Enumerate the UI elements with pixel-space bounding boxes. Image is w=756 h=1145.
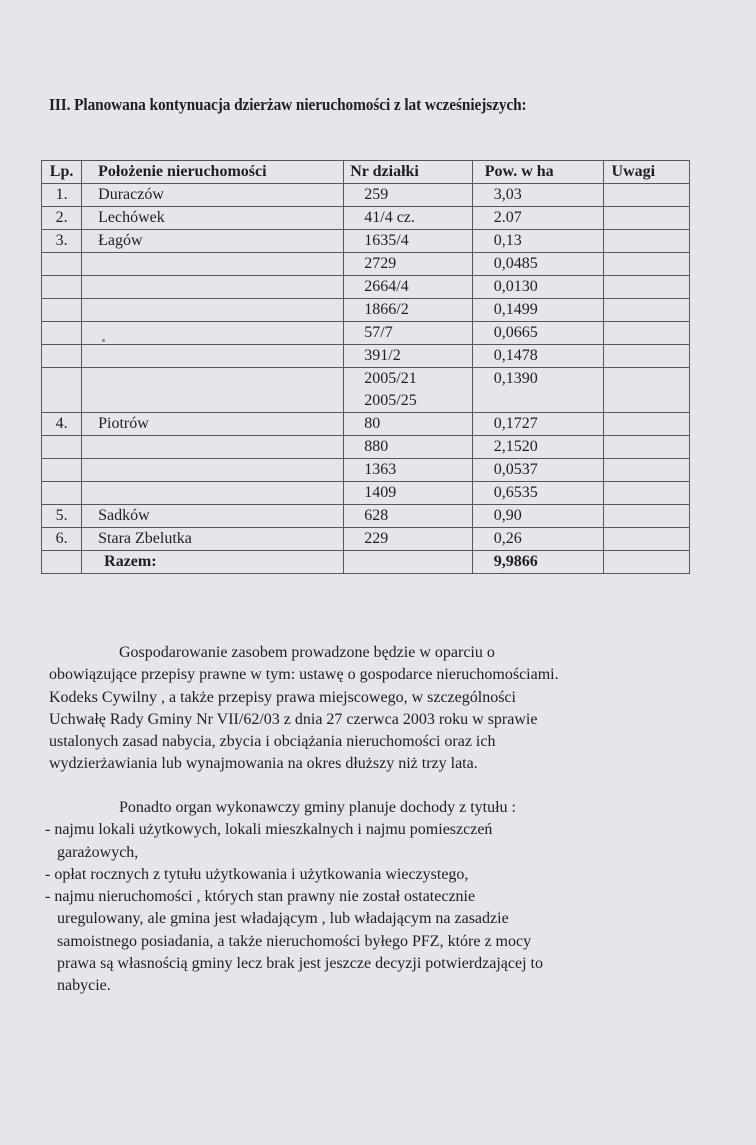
cell-plot: 1866/2 (344, 299, 473, 322)
cell-plot: 57/7 (344, 322, 473, 345)
cell-plot (344, 368, 473, 413)
cell-area: 0,0537 (472, 459, 603, 482)
income-item-continuation: prawa są własnością gminy lecz brak jest jeszcze decyzji potwierdzającej to (57, 955, 543, 973)
table-row (42, 482, 690, 505)
cell-notes (603, 436, 689, 459)
cell-area: 0,0485 (472, 253, 603, 276)
cell-location (82, 253, 344, 276)
cell-notes (603, 184, 689, 207)
cell-plot: 391/2 (344, 345, 473, 368)
table-row (42, 230, 690, 253)
cell-lp (42, 345, 82, 368)
income-item-continuation: garażowych, (57, 843, 139, 861)
paragraph-line: wydzierżawiania lub wynajmowania na okres dłuższy niż trzy lata. (49, 755, 478, 773)
cell-notes (603, 413, 689, 436)
table-row (42, 436, 690, 459)
table-row (42, 253, 690, 276)
table-row (42, 276, 690, 299)
table-row (42, 184, 690, 207)
total-row (42, 551, 690, 574)
header-notes: Uwagi (603, 161, 689, 184)
header-area: Pow. w ha (472, 161, 603, 184)
cell-plot: 2664/4 (344, 276, 473, 299)
cell-location (82, 368, 344, 413)
cell-area: 0,1499 (472, 299, 603, 322)
cell-lp (42, 482, 82, 505)
income-item: - najmu lokali użytkowych, lokali mieszkalnych i najmu pomieszczeń (45, 821, 493, 839)
paragraph-line: Kodeks Cywilny , a także przepisy prawa miejscowego, w szczególności (49, 688, 516, 706)
cell-lp (42, 459, 82, 482)
income-item: - opłat rocznych z tytułu użytkowania i użytkowania wieczystego, (45, 865, 469, 883)
table-row (42, 322, 690, 345)
cell-notes (603, 482, 689, 505)
cell-notes (603, 322, 689, 345)
cell-area: 3,03 (472, 184, 603, 207)
cell-lp: 6. (42, 528, 82, 551)
table-row (42, 528, 690, 551)
table-header-row (42, 161, 690, 184)
cell-location (82, 345, 344, 368)
scan-speck (102, 339, 105, 342)
cell-area: 0,26 (472, 528, 603, 551)
paragraph-intro: Ponadto organ wykonawczy gminy planuje dochody z tytułu : (119, 799, 516, 816)
paragraph-line: obowiązujące przepisy prawne w tym: ustawę o gospodarce nieruchomościami. (49, 666, 559, 684)
lease-table (41, 160, 690, 574)
table-row (42, 345, 690, 368)
cell-notes (603, 276, 689, 299)
cell-plot: 41/4 cz. (344, 207, 473, 230)
cell-location (82, 276, 344, 299)
cell-lp: 4. (42, 413, 82, 436)
cell-area: 2,1520 (472, 436, 603, 459)
cell-lp: 5. (42, 505, 82, 528)
cell-plot: 880 (344, 436, 473, 459)
cell-area: 0,90 (472, 505, 603, 528)
cell-plot: 1635/4 (344, 230, 473, 253)
cell-lp (42, 276, 82, 299)
cell-notes (603, 505, 689, 528)
cell-lp (42, 322, 82, 345)
paragraph-legal-basis (49, 642, 709, 776)
cell-area: 0,1727 (472, 413, 603, 436)
cell-plot: 80 (344, 413, 473, 436)
income-item-continuation: uregulowany, ale gmina jest władającym , lub władającym na zasadzie (57, 910, 509, 928)
cell-lp: 2. (42, 207, 82, 230)
income-item-continuation: samoistnego posiadania, a także nieruchomości byłego PFZ, które z mocy (57, 932, 532, 950)
table-row (42, 413, 690, 436)
cell-area: 2.07 (472, 207, 603, 230)
cell-plot: 1409 (344, 482, 473, 505)
cell-location (82, 299, 344, 322)
cell-plot: 628 (344, 505, 473, 528)
paragraph-line: ustalonych zasad nabycia, zbycia i obciążania nieruchomości oraz ich (49, 733, 496, 751)
total-label: Razem: (82, 551, 344, 574)
cell-plot: 2729 (344, 253, 473, 276)
cell-location (82, 459, 344, 482)
cell-notes (603, 528, 689, 551)
paragraph-line: Uchwałę Rady Gminy Nr VII/62/03 z dnia 27 czerwca 2003 roku w sprawie (49, 710, 538, 728)
paragraph-line: Gospodarowanie zasobem prowadzone będzie w oparciu o (119, 644, 495, 661)
plot-number: 2005/25 (364, 392, 417, 409)
cell-area: 0,1478 (472, 345, 603, 368)
cell-notes (603, 230, 689, 253)
section-heading: III. Planowana kontynuacja dzierżaw nieruchomości z lat wcześniejszych: (49, 95, 527, 114)
cell-area: 0,6535 (472, 482, 603, 505)
total-area: 9,9866 (472, 551, 603, 574)
cell-location (82, 322, 344, 345)
cell-location: Piotrów (82, 413, 344, 436)
header-plot: Nr działki (344, 161, 473, 184)
cell-lp (42, 299, 82, 322)
total-lp (42, 551, 82, 574)
cell-plot: 1363 (344, 459, 473, 482)
cell-area: 0,0130 (472, 276, 603, 299)
cell-location: Duraczów (82, 184, 344, 207)
cell-area: 0,13 (472, 230, 603, 253)
cell-lp (42, 368, 82, 413)
cell-area: 0,1390 (472, 368, 603, 413)
cell-location: Łagów (82, 230, 344, 253)
cell-area: 0,0665 (472, 322, 603, 345)
cell-notes (603, 345, 689, 368)
cell-lp (42, 436, 82, 459)
table-row (42, 505, 690, 528)
table-row (42, 368, 690, 413)
header-lp: Lp. (42, 161, 82, 184)
cell-location (82, 436, 344, 459)
cell-plot: 259 (344, 184, 473, 207)
total-notes (603, 551, 689, 574)
cell-notes (603, 368, 689, 413)
cell-location: Sadków (82, 505, 344, 528)
plot-number: 2005/21 (364, 370, 417, 387)
table-row (42, 207, 690, 230)
cell-notes (603, 207, 689, 230)
header-location: Położenie nieruchomości (82, 161, 344, 184)
cell-lp (42, 253, 82, 276)
table-row (42, 299, 690, 322)
paragraph-income (45, 797, 709, 998)
cell-notes (603, 459, 689, 482)
cell-lp: 1. (42, 184, 82, 207)
total-plot (344, 551, 473, 574)
income-item-continuation: nabycie. (57, 977, 111, 995)
table-row (42, 459, 690, 482)
cell-lp: 3. (42, 230, 82, 253)
cell-location: Lechówek (82, 207, 344, 230)
cell-location: Stara Zbelutka (82, 528, 344, 551)
income-item: - najmu nieruchomości , których stan prawny nie został ostatecznie (45, 888, 476, 906)
cell-notes (603, 299, 689, 322)
cell-location (82, 482, 344, 505)
cell-plot: 229 (344, 528, 473, 551)
cell-notes (603, 253, 689, 276)
